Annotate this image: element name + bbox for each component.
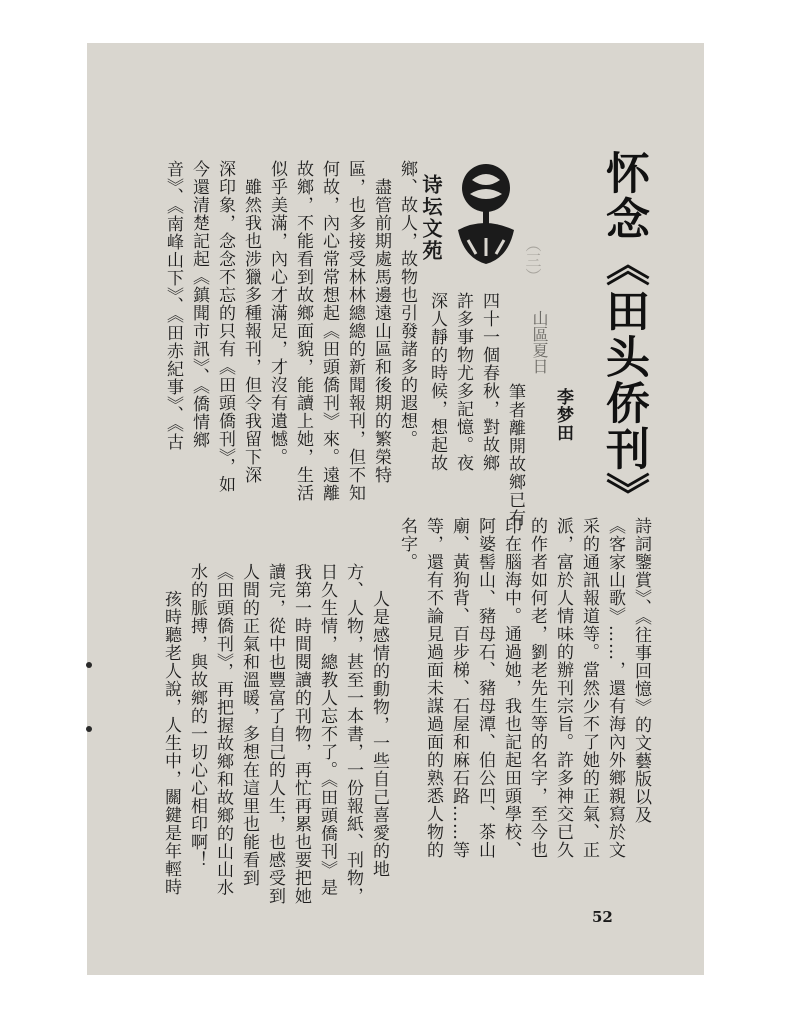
lower-col-10: 名字。 bbox=[397, 517, 417, 571]
lower-col-9: 等，還有不論見過面未謀過面的熟悉人物的 bbox=[423, 517, 443, 859]
lower-col-17: 《田頭僑刊》，再把握故鄉和故鄉的山山水 bbox=[213, 563, 233, 897]
upper-col-6: 盡管前期處馬邊遠山區和後期的繁榮特 bbox=[371, 178, 391, 484]
flower-ornament-icon bbox=[450, 158, 522, 278]
lower-col-11: 人是感情的動物，一些自己喜愛的地 bbox=[369, 590, 389, 878]
lower-col-6: 印在腦海中。通過她，我也記起田頭學校、 bbox=[501, 517, 521, 859]
upper-col-3: 許多事物尤多記憶。夜 bbox=[453, 292, 473, 472]
ghost-text-2: 山區夏日 bbox=[530, 310, 549, 374]
lower-col-7: 阿婆髻山、豬母石、豬母潭、伯公凹、茶山 bbox=[475, 517, 495, 859]
upper-col-12: 深印象，念念不忘的只有《田頭僑刊》，如 bbox=[215, 160, 235, 494]
upper-col-14: 音》、《南峰山下》、《田赤紀事》、《古 bbox=[163, 160, 183, 451]
lower-col-4: 派，富於人情味的辦刊宗旨。許多神交已久 bbox=[553, 517, 573, 859]
lower-col-2: 《客家山歌》……，還有海內外鄉親寫於文 bbox=[605, 517, 625, 859]
article-author: 李梦田 bbox=[553, 388, 573, 442]
upper-col-1: 筆者離開故鄉已有 bbox=[505, 383, 525, 527]
binding-mark bbox=[86, 726, 92, 732]
lower-col-13: 日久生情，總教人忘不了。《田頭僑刊》是 bbox=[317, 563, 337, 897]
upper-col-2: 四十一個春秋，對故鄉 bbox=[479, 292, 499, 472]
lower-col-16: 人間的正氣和溫暖，多想在這里也能看到 bbox=[239, 563, 259, 887]
upper-col-8: 何故，內心常常想起《田頭僑刊》來。遠離 bbox=[319, 160, 339, 502]
lower-col-14: 我第一時間閱讀的刊物，再忙再累也要把她 bbox=[291, 563, 311, 905]
lower-col-8: 廟、黃狗背、百步梯、石屋和麻石路……等 bbox=[449, 517, 469, 859]
upper-col-9: 故鄉，不能看到故鄉面貌，能讀上她，生活 bbox=[293, 160, 313, 502]
lower-col-19: 孩時聽老人說，人生中，關鍵是年輕時 bbox=[161, 590, 181, 896]
upper-col-4: 深人靜的時候，想起故 bbox=[427, 292, 447, 472]
lower-col-1: 詩詞鑒賞》、《往事回憶》的文藝版以及 bbox=[631, 517, 651, 824]
article-title: 怀念《田头侨刊》 bbox=[598, 150, 649, 518]
upper-col-5: 鄉、故人，故物也引發諸多的遐想。 bbox=[397, 160, 417, 448]
lower-col-3: 采的通訊報道等。當然少不了她的正氣、正 bbox=[579, 517, 599, 859]
lower-col-18: 水的脈搏，與故鄉的一切心心相印啊！ bbox=[187, 563, 207, 869]
upper-col-11: 雖然我也涉獵多種報刊，但令我留下深 bbox=[241, 178, 261, 484]
column-name: 诗坛文苑 bbox=[419, 174, 443, 262]
upper-col-13: 今還清楚記起《鎮聞市訊》、《僑情鄉 bbox=[189, 160, 209, 449]
binding-mark bbox=[86, 662, 92, 668]
lower-col-5: 的作者如何老，劉老先生等的名字，至今也 bbox=[527, 517, 547, 859]
lower-col-15: 讀完，從中也豐富了自己的人生，也感受到 bbox=[265, 563, 285, 905]
upper-col-10: 似乎美滿，內心才滿足，才沒有遺憾。 bbox=[267, 160, 287, 466]
upper-col-7: 區，也多接受林林總總的新聞報刊，但不知 bbox=[345, 160, 365, 502]
page-number: 52 bbox=[592, 908, 613, 926]
ghost-text-1: （三） bbox=[523, 236, 542, 284]
lower-col-12: 方、人物，甚至一本書，一份報紙、刊物， bbox=[343, 563, 363, 905]
